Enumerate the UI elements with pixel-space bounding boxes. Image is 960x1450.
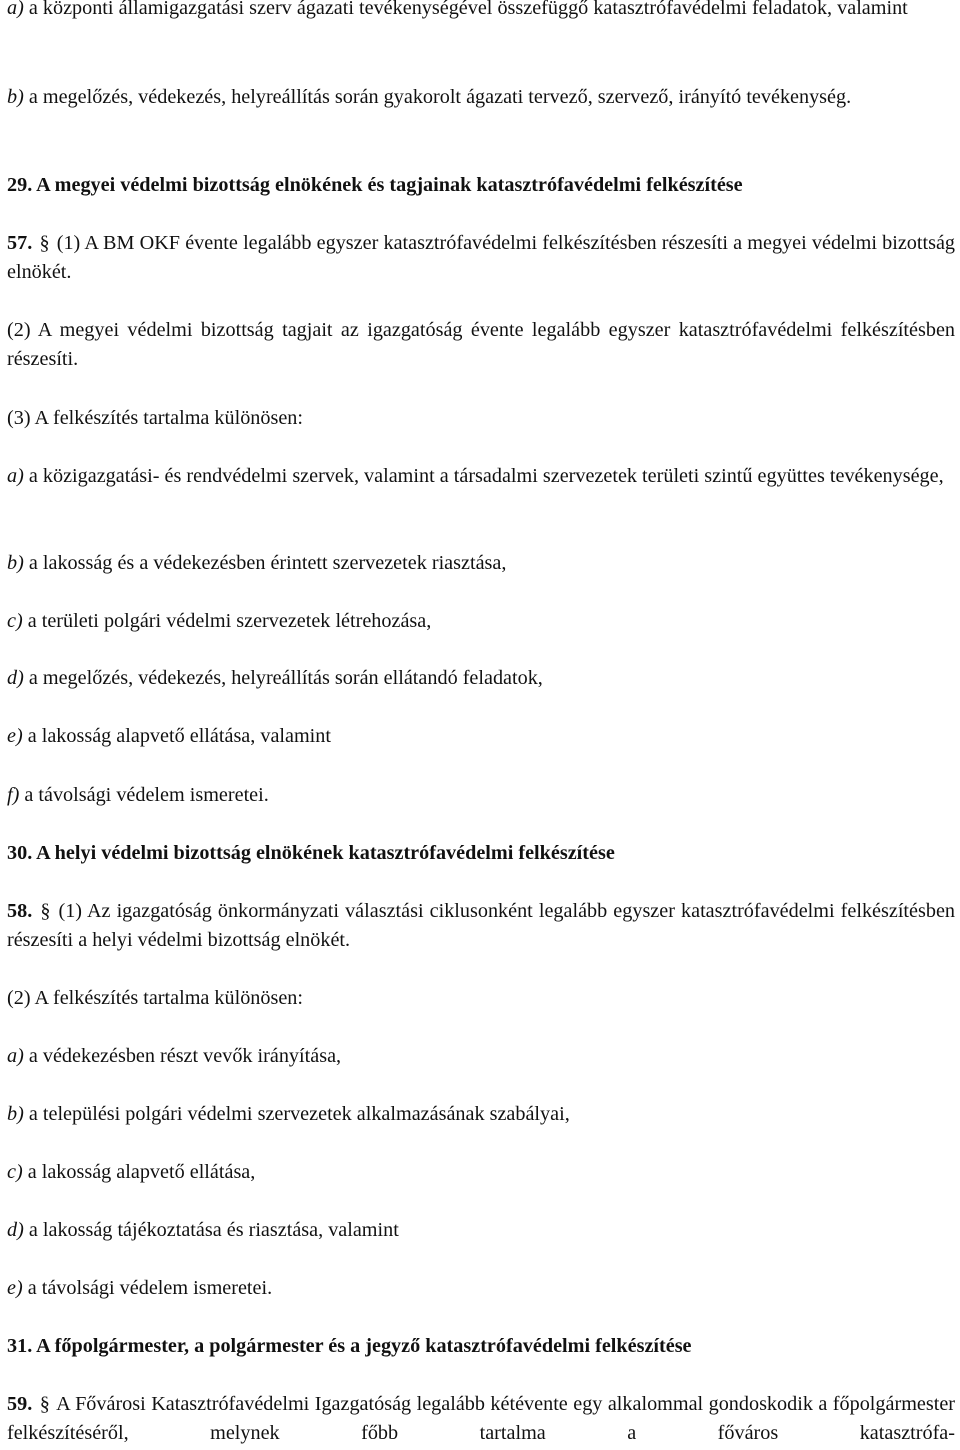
section-heading-30: 30. A helyi védelmi bizottság elnökének katasztrófavédelmi felkészítése bbox=[7, 842, 615, 864]
item-marker: b) bbox=[7, 1103, 24, 1125]
item-text: a megelőzés, védekezés, helyreállítás során gyakorolt ágazati tervező, szervező, irányító tevékenység. bbox=[23, 86, 852, 108]
item-text: a lakosság és a védekezésben érintett szervezetek riasztása, bbox=[23, 552, 507, 574]
item-marker: d) bbox=[7, 1219, 24, 1241]
item-text: a központi államigazgatási szerv ágazati tevékenységével összefüggő katasztrófavédelmi feladatok, valamint bbox=[23, 0, 908, 19]
item-marker: d) bbox=[7, 667, 24, 689]
list-item-c bbox=[7, 1158, 955, 1187]
list-item-e bbox=[7, 1274, 955, 1303]
section-sign: § bbox=[40, 900, 51, 922]
item-marker: c) bbox=[7, 1161, 23, 1183]
section-57-paragraph-3: (3) A felkészítés tartalma különösen: bbox=[7, 407, 303, 429]
item-text: a lakosság alapvető ellátása, valamint bbox=[22, 725, 331, 747]
list-item-a bbox=[7, 1042, 955, 1071]
item-text: a távolsági védelem ismeretei. bbox=[19, 784, 269, 806]
section-58-paragraph-1 bbox=[7, 897, 955, 955]
section-number: 59. bbox=[7, 1393, 33, 1415]
list-item-c bbox=[7, 607, 955, 636]
section-heading-29: 29. A megyei védelmi bizottság elnökének és tagjainak katasztrófavédelmi felkészítése bbox=[7, 174, 743, 196]
paragraph-text: A Fővárosi Katasztrófavédelmi Igazgatóság legalább kétévente egy alkalommal gondoskodik a főpolgármester felkészítéséről, melynek főbb tartalma a főváros katasztrófa- bbox=[7, 1393, 955, 1444]
section-heading-31: 31. A főpolgármester, a polgármester és a jegyző katasztrófavédelmi felkészítése bbox=[7, 1335, 692, 1357]
section-sign: § bbox=[39, 1393, 50, 1415]
item-marker: a) bbox=[7, 0, 24, 19]
list-item-b bbox=[7, 549, 955, 578]
list-item-e bbox=[7, 722, 955, 751]
list-item-a bbox=[7, 0, 955, 23]
section-59-paragraph bbox=[7, 1390, 955, 1448]
item-text: a települési polgári védelmi szervezetek alkalmazásának szabályai, bbox=[23, 1103, 570, 1125]
item-marker: c) bbox=[7, 610, 23, 632]
item-text: a lakosság tájékoztatása és riasztása, valamint bbox=[23, 1219, 399, 1241]
item-marker: e) bbox=[7, 1277, 23, 1299]
item-text: a távolsági védelem ismeretei. bbox=[22, 1277, 273, 1299]
paragraph-text: (1) Az igazgatóság önkormányzati választási ciklusonként legalább egyszer katasztrófavédelmi felkészítésben részesíti a helyi védelmi bizottság elnökét. bbox=[7, 900, 956, 951]
item-marker: f) bbox=[7, 784, 20, 806]
list-item-b bbox=[7, 83, 955, 112]
item-text: a közigazgatási- és rendvédelmi szervek, valamint a társadalmi szervezetek területi szintű együttes tevékenysége, bbox=[23, 465, 944, 487]
item-marker: a) bbox=[7, 465, 24, 487]
section-number: 58. bbox=[7, 900, 33, 922]
item-marker: b) bbox=[7, 86, 24, 108]
list-item-d bbox=[7, 1216, 955, 1245]
section-number: 57. bbox=[7, 232, 33, 254]
section-58-paragraph-2: (2) A felkészítés tartalma különösen: bbox=[7, 987, 303, 1009]
list-item-b bbox=[7, 1100, 955, 1129]
section-57-paragraph-1 bbox=[7, 229, 955, 287]
section-57-paragraph-2: (2) A megyei védelmi bizottság tagjait az igazgatóság évente legalább egyszer katasztrófavédelmi felkészítésben részesíti. bbox=[7, 319, 955, 370]
section-sign: § bbox=[39, 232, 50, 254]
item-text: a területi polgári védelmi szervezetek létrehozása, bbox=[22, 610, 432, 632]
item-text: a lakosság alapvető ellátása, bbox=[22, 1161, 256, 1183]
item-text: a védekezésben részt vevők irányítása, bbox=[23, 1045, 342, 1067]
item-marker: b) bbox=[7, 552, 24, 574]
paragraph-text: (1) A BM OKF évente legalább egyszer katasztrófavédelmi felkészítésben részesíti a megyei védelmi bizottság elnökét. bbox=[7, 232, 956, 283]
list-item-d bbox=[7, 664, 955, 693]
list-item-a bbox=[7, 462, 955, 491]
item-marker: a) bbox=[7, 1045, 24, 1067]
item-text: a megelőzés, védekezés, helyreállítás során ellátandó feladatok, bbox=[23, 667, 543, 689]
item-marker: e) bbox=[7, 725, 23, 747]
list-item-f bbox=[7, 781, 955, 810]
